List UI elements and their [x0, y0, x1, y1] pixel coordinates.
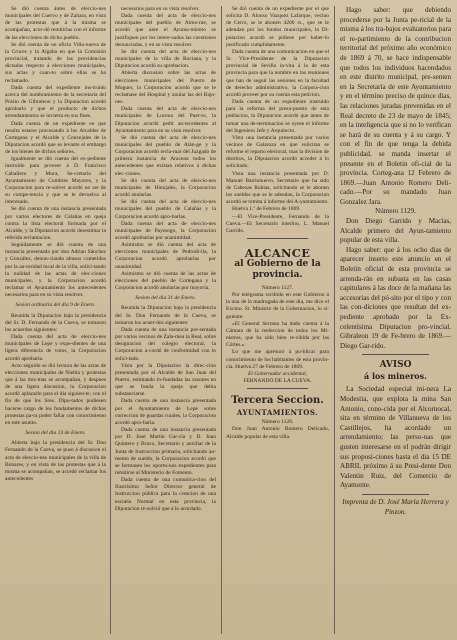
paragraph: Se dió cuenta de un oficio Villa-nueva de la Cruces y la Algaba en que la Comisión provincial, tratando de las providencias dictadas respecto á elecciones municipales, sus actas y cuan-to sobre ellas se ha reclamado.	[5, 41, 106, 84]
signatories: —El Vice-Presidente, Fernando de la Cueva.—El Secretario interino, L. Manuel Garrido.	[226, 213, 329, 234]
paragraph: Seguidamente se dió cuenta de una instancia presentada por don Adrian Sánchez y González, denun-ciando abusos cometidos por la au-toridad local de la villa, solici-tando la nulidad de las actas de elec-ciones municipales, y la Corporacion acordó reclamar el Ayuntamiento los antecedentes necesarios para en su vista resolver.	[5, 242, 106, 299]
governor-title: El Gobernador accidental,	[247, 370, 308, 377]
paragraph: Lo que me apresuro á pu-blicar para conocimiento de los habitantes de esta provin-cia. Huelva 27 de Febrero de 1869.	[226, 349, 329, 370]
paragraph: Don Juan Antonio Romero Delicado, Alcalde popular de esta villa.	[226, 426, 329, 440]
divider	[247, 238, 309, 239]
paragraph: Se dió cuenta de una instancia presentada por varios electores de Calañas en queja contra la lista electoral formada por el Alcalde, y la Diputacion acordó desestimar la referida reclamacion.	[5, 206, 106, 241]
paragraph: Dada cuenta de un expediente instruido para la reforma del presu-puesto de esta poblacion, la Diputacion acordó que antes de tomar una de-terminacion se oyese el informe del Ingeniero Jefe y Arquitecto.	[226, 99, 329, 134]
paragraph: Dada cuenta de una instancia pre-sentada por varios vecinos de Zala-mea la Real, sobre designacion del colegio electoral, la Corporacion a-cordó de conformidad con lo solici-tado.	[115, 326, 216, 362]
signature-date: Huelva 1.º de Febrero de 1869.	[232, 206, 301, 213]
section-subheading: AYUNTAMIENTOS.	[236, 408, 319, 418]
paragraph: Dada cuenta de una instancia presentada por el Ayuntamiento de Lepe sobre correccion de guardas rurales, la Corporacion acordó apro-barla.	[115, 398, 216, 426]
divider	[362, 354, 429, 355]
paragraph: Dada cuenta del acta de eleccio-nes municipales del pueblo de Almo-nte, se acordó que ante el Ayunta-miento se justifiquen por los intere-sados las cuestiones denunciadas, y en su vista resolver.	[115, 13, 216, 48]
column-divider	[221, 6, 222, 634]
paragraph: Dada cuenta del acta de eleccio-nes municipales de Lucena del Puer-to, la Diputacion acordó pedir an-tecedentes al Ayuntamiento para en su vista resolver.	[115, 106, 216, 134]
column-1	[5, 6, 106, 634]
paragraph: Acto seguido se dió lectura de las actas de elecciones municipales de Niebla y protestas que á las mis-mas se acompañan, y despues de una ligera discusion, la Corporacion acordó aplazarlo para el dia siguien-te, con el fin de que los Sres. Dipu-tados pudiesen hacerse cargo de los fundamentos de dichas protestas pa-ra poder fallar con conocimiento en este asunto.	[5, 362, 106, 426]
paragraph: La Sociedad especial mi-nera La Modestia, que explota la mina San Antonio, cono-cida por el Alcornocal, sita en término de Villanueva de los Castillejos, ha acordado un arrendamiento; las perso-nas que gusten interesarse en el podrán dirigir sus proposi-ciones hasta el dia 15 DE ABRIL próximo á su Presi-dente Don Valentin Ruiz, del Comercio de Ayamonte.	[340, 385, 451, 490]
aviso-heading: AVISO	[379, 360, 412, 371]
paragraph: Vista una instancia presentada por varios vecinos de Galaroza en que solicitan se reforme el reparto electoral, mas la division de distritos, la Diputacion acordó acceder á lo solicitado.	[226, 134, 329, 170]
paragraph: Dada cuenta del acta de eleccio-nes municipales de Paymogo, la Corporacion acordó aprobarlas por unanimidad.	[115, 220, 216, 241]
paragraph: «El General Serrano ha dado cuenta á la Cámara de la reeleccion de todos los Mi-nistros, que ha sido bien re-cibida por las Córtes.»	[226, 320, 329, 349]
paragraph: Por telégrama recibido en este Gobierno á la una de la madrugada de este dia, me dice el Excmo. Sr. Ministro de la Gobernacion, lo si-guiente:	[226, 292, 329, 320]
paragraph: Se dió cuenta del acta de eleccio-nes municipales de la villa de Rociana, y la Diputacion acordó su aprobacion.	[115, 48, 216, 70]
paragraph: Se dió cuenta ántes de eleccio-nes municipales del Cuervo y de Zahara, en vista de las protestas que á la misma se acompañan, acor-dó remitirlas con el informe de las elecciones de dicho pueblo.	[5, 6, 106, 41]
paragraph: Vista por la Diputacion la direc-cion presentada por el Alcalde de San Juan del Puerto, estimando in-fundadas las razones en que se funda la queja que debia substanciarse.	[115, 362, 216, 398]
printer-credit: Imprenta de D. José María Herrera y Pinzon.	[342, 497, 449, 516]
paragraph: Abierta discusion sobre las actas de elecciones municipales del Puerto de Moguer, la Corporacion acordó que se le reclamase del Hospital y anular las del Bajo-nes.	[115, 70, 216, 106]
column-divider	[110, 6, 111, 634]
paragraph: Asimismo se dió cuenta del acta de elecciones municipales de Pedrodi-lla, la Corporacion acordó aprobarlas por unanimidad.	[115, 242, 216, 270]
governor-name: FERNANDO DE LA CUEVA.	[243, 378, 312, 385]
aviso-subheading: á los mineros.	[364, 371, 427, 382]
paragraph: Dada cuenta del expediente ins-truido acerca del nombramiento de la secretaría del Pósito de Gibraleon y la Diputacion acordó aprobarlo y que el producto de dichos arrendamientos se invierta en sus fines.	[5, 84, 106, 120]
paragraph: Dada cuenta del acta de eleccio-nes municipales de Lepe y expe-dientes de una ligera diferencia de votos, la Corporacion acordó aprobarla.	[5, 334, 106, 362]
column-divider	[334, 6, 335, 634]
paragraph: Abierta bajo la presidencia del Sr. Don Fernando de la Cueva, se puso á discusion el acta de eleccio-nes municipales de la villa de Bonares, y en vista de las protestas que á la misma se acompañan, se acordó reclamar los antecedentes	[5, 440, 106, 482]
paragraph: Reunida la Diputacion bajo la presidencia del Sr. Don Fernando de la Cueva, se tomaron los acuer-dos siguientes:	[115, 305, 216, 326]
heading-alcance: ALCANCE	[244, 246, 311, 260]
divider	[362, 494, 429, 495]
heading-alcance-sub: al Gobierno de la provincia.	[234, 259, 321, 280]
paragraph: Se dió cuenta del acta de eleccio-nes municipales de Hinojales, la Corporacion acordó anularlas.	[115, 177, 216, 199]
divider	[247, 388, 309, 389]
telegram-number: Número 1127.	[261, 285, 294, 291]
paragraph: necesarios para en su vista resolver.	[121, 6, 200, 12]
notice-number: Número 1128.	[261, 419, 294, 426]
paragraph: Igualmente se dió cuenta del ex-pediente instruido para proveer á D. Francisco Caballero y Mora, Se-cretario del Ayuntamiento de Cumbres Mayores, y la Corporacion para re-solver acordó no ser de su compe-tencia y que se le devuelva al interesado.	[5, 156, 106, 206]
column-3	[226, 6, 329, 634]
paragraph: Dada cuenta de una comunicacion en que el Sr. Vice-Presidente de la Diputacion provincial de Sevilla in-vita á la de esta provincia para que la nombre en las reuniones que han de seguir las sesiones en la facultad de derecho administrativo, la Corpora-cion acordó proveer por su cuenta esta peticion.	[226, 48, 329, 98]
paragraph: Asimismo se dió cuenta de las actas de elecciones del pueblo de Cortegana y la Corporacion acordó anularlas por mayoría.	[115, 270, 216, 292]
section-heading: Tercera Seccion.	[231, 395, 324, 407]
paragraph: Se dió cuenta del acta de eleccio-nes municipales del pueblo de Alán-ge y la Corporacion acordó recla-mar del Juzgado de primera instancia de Aracena todos los antecedentes que existan relativos á dichas elec-ciones.	[115, 134, 216, 177]
paragraph: Reunida la Diputacion bajo la presidencia del Sr. D. Fernando de la Cueva, se tomaron los acuerdos siguientes:	[5, 312, 106, 333]
paragraph: Dada cuenta de una comunica-cion del Ilustrísimo Señor Director general de Instruccion pública para la creacion de una escuela Normal en esta provincia, la Diputacion re-solvió que á lo acordado.	[115, 477, 216, 512]
column-4	[340, 6, 451, 634]
paragraph: Dada cuenta de un expediente en que resulta estarse procesando á los Alcaldes de Cortegana y el Alcalde y Concejales de la Diputacion acordó que se levante el embargo de los bienes de dichos señores.	[5, 120, 106, 156]
session-date: Sesion ordinaria del dia 9 de Enero.	[15, 302, 96, 309]
paragraph: Vista una instancia presentada por D. Manuel Barrionuevo, Secretario que ha sido de Cabezas Rubias, solicitando se le abonen los sueldos que se le adeudan, la Corporacion acordó se remita á informe del A-yuntamiento.	[226, 170, 329, 206]
column-2	[115, 6, 216, 634]
notice-number: Número 1129.	[375, 207, 416, 216]
paragraph: Hago saber: que á los ocho dias de aparecer inserto este anuncio en el Boletin oficial de esta provincia se arrenda-rán en subasta en las casas capitulares á las doce de la mañana las accesorias del pó-sito por el tipo y con las con-diciones que resultan del ex-pediente aprobado por la Ex-celentísima Diputacion pro-vincial. Gibraleon 19 de Fe-brero de 1869.—Diego Gar-rido.	[340, 245, 451, 350]
paragraph: Don Diego Garrido y Macías, Alcalde primero del Ayun-tamiento popular de esta villa.	[340, 217, 451, 245]
session-date: Sesion del dia 13 de Enero.	[25, 430, 86, 437]
paragraph: Se dió cuenta de un expediente por el que solicita D. Alonso Vazquez Lafarque, vecino de Cerro, se le abonen 4200 rs., que se le adeudan por los fondos municipales, la Di-putacion acordó se pidiese por haber-lo justificado cumplidamente.	[226, 6, 329, 48]
session-date: Sesion del dia 31 de Enero.	[135, 295, 196, 302]
paragraph: Hago saber: que debiendo procederse por la Junta pe-ricial de la misma á los tra-bajos evaluatorios para el re-partimiento de la contribucion territorial del próximo año económico de 1869 á 70, se hace indispensable que todos los individuos hacendados en este distrito municipal, pre-senten en la Secretaría de este Ayuntamiento y en el término preciso de quince dias, las relaciones juradas prevenidas en el Real decreto de 23 de mayo de 1845; en la inteligencia que si no lo verifican se hará de su cuenta y á su cargo. Y con el fin de que tenga la debida publicidad, se manda insertar el presente en el Boletin ofi-cial de la provincia. Corteg-ana 12 Febrero de 1869.—Juan Antonio Romero Deli-cado.—Por su mandado Juan Gonzalez Jara.	[340, 6, 451, 206]
paragraph: Se dió cuenta del acta de eleccio-nes municipales del pueblo de Calañas y la Corporacion acordó apro-barlas.	[115, 199, 216, 220]
paragraph: Dada cuenta de una instancia presentada por D. José Martin Gar-cía y D. Juan Quintero y Bravo, Secretario y auxiliar de la Junta de Instruccion primaria, solicitando au-mento de sueldo, la Corporacion acordó que se formasen los oportu-nos expedientes para remitirse al Ministerio de Fomento.	[115, 427, 216, 476]
